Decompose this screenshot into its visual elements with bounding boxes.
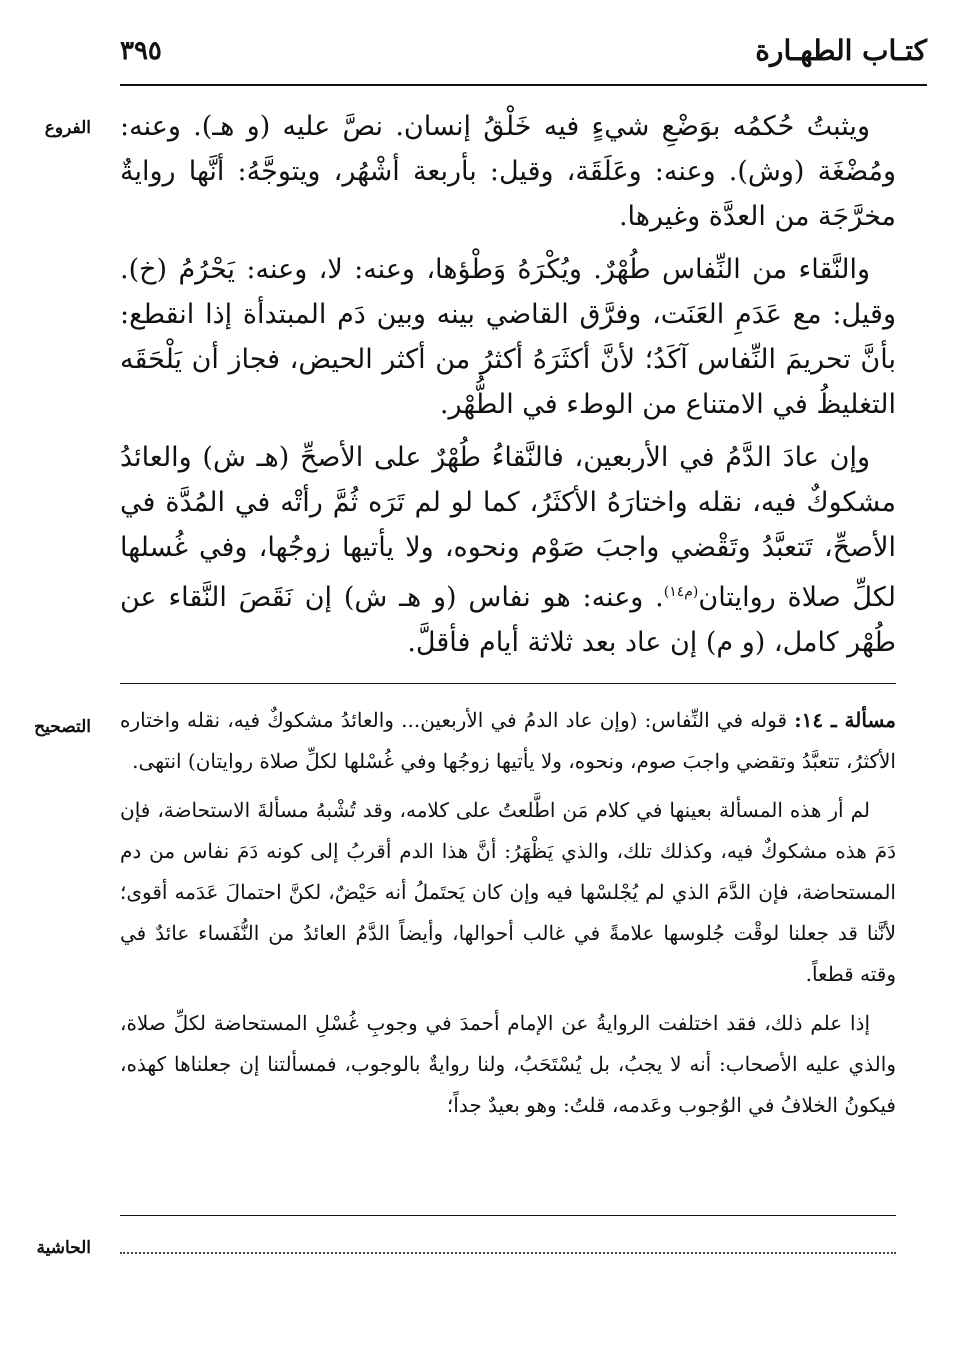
furu-label: الفروع [44, 118, 91, 138]
issue-reference: (م١٤) [663, 584, 699, 600]
header-rule [120, 84, 927, 86]
correction-paragraph-2: إذا علم ذلك، فقد اختلفت الروايةُ عن الإمام أحمدَ في وجوبِ غُسْلِ المستحاضة لكلِّ صلاة، والذي عليه الأصحاب: أنه لا يجبُ، بل يُسْتَحَبُ، ولنا روايةٌ بالوجوب، فمسألتنا إن جعلناها كهذه، فيكونُ الخلافُ في الوُجوب وعَدمه، قلتُ: وهو بعيدٌ جداً؛ [120, 1011, 896, 1117]
section-divider-bottom [120, 1215, 896, 1216]
page-number: ٣٩٥ [120, 36, 162, 66]
main-paragraph-3 [120, 435, 896, 665]
issue-label: مسألة ـ ١٤: [794, 708, 896, 732]
hashiya-label: الحاشية [36, 1238, 91, 1258]
correction-paragraph-1: لم أر هذه المسألة بعينها في كلام مَن اطَّلعتُ على كلامه، وقد تُشْبهُ مسألةَ الاستحاضة، فإن دَمَ هذه مشكوكٌ فيه، وكذلك تلك، والذي يَظْهَرُ: أنَّ هذا الدم أقربُ إلى كونه دَمَ نفاس من دم المستحاضة، فإن الدَّمَ الذي لم يُجْلسْها فيه وإن كان يَحتَملُ أنه حَيْضٌ، لكنَّ احتمالَ عَدَمه أقوى؛ لأنَّنا قد جعلنا لوقْت جُلوسها علامةً في غالب أحوالها، وأيضاً الدَّمُ العائدُ من النُّفَساء عائدٌ في وقته قطعاً. [120, 798, 896, 986]
main-paragraph-1: ويثبتُ حُكمُه بوَضْعِ شيءٍ فيه خَلْقُ إنسان. نصَّ عليه (و هـ). وعنه: ومُضْغَة (وش). وعنه: وعَلَقَة، وقيل: بأربعة أشْهُر، ويتوجَّهُ: أنَّها روايةٌ مخرَّجَة من العدَّة وغيرها. [120, 111, 896, 232]
main-text [120, 104, 896, 673]
issue-paragraph [120, 700, 896, 782]
section-divider-top [120, 683, 896, 684]
page-header [120, 34, 927, 78]
main-paragraph-3-text: وإن عادَ الدَّمُ في الأربعين، فالنَّقاءُ طُهْرٌ على الأصحِّ (هـ ش) والعائدُ مشكوكٌ فيه، نقله واختارَهُ الأكثَرُ، كما لو لم تَرَه ثُمَّ رأتْه في المُدَّة في الأصحِّ، تَتعبَّدُ وتَقْضي واجبَ صَوْم ونحوه، ولا يأتيها زوجُها، وفي غُسلها لكلِّ صلاة روايتان [120, 442, 896, 613]
main-paragraph-3-tail: . وعنه: هو نفاس (و هـ ش) إن نَقَصَ النَّقاء عن طُهْر كامل، (و م) إن عاد بعد ثلاثة أيام فأقلَّ. [120, 582, 896, 658]
correction-section [120, 700, 896, 1134]
issue-text: قوله في النِّفاس: (وإن عاد الدمُ في الأربعين... والعائدُ مشكوكٌ فيه، نقله واختاره الأكثرُ، تتعبَّدُ وتقضي واجبَ صوم، ونحوه، ولا يأتيها زوجُها وفي غُسْلها لكلِّ صلاة روايتان) انتهى. [120, 708, 896, 773]
hashiya-dotted-line [120, 1252, 896, 1254]
book-title: كتـاب الطهـارة [755, 34, 927, 67]
main-paragraph-2: والنَّقاء من النِّفاس طُهْرٌ. ويُكْرَهُ وَطْؤها، وعنه: لا، وعنه: يَحْرُمُ (خ). وقيل: مع عَدَمِ العَنَت، وفرَّق القاضي بينه وبين دَم المبتدأة إذا انقطع: بأنَّ تحريمَ النِّفاس آكَدُ؛ لأنَّ أكثَرَهُ أكثرُ من أكثر الحيض، فجاز أن يَلْحَقَه التغليظُ في الامتناع من الوطء في الطُّهْر. [120, 254, 896, 420]
tashih-label: التصحيح [34, 717, 91, 737]
